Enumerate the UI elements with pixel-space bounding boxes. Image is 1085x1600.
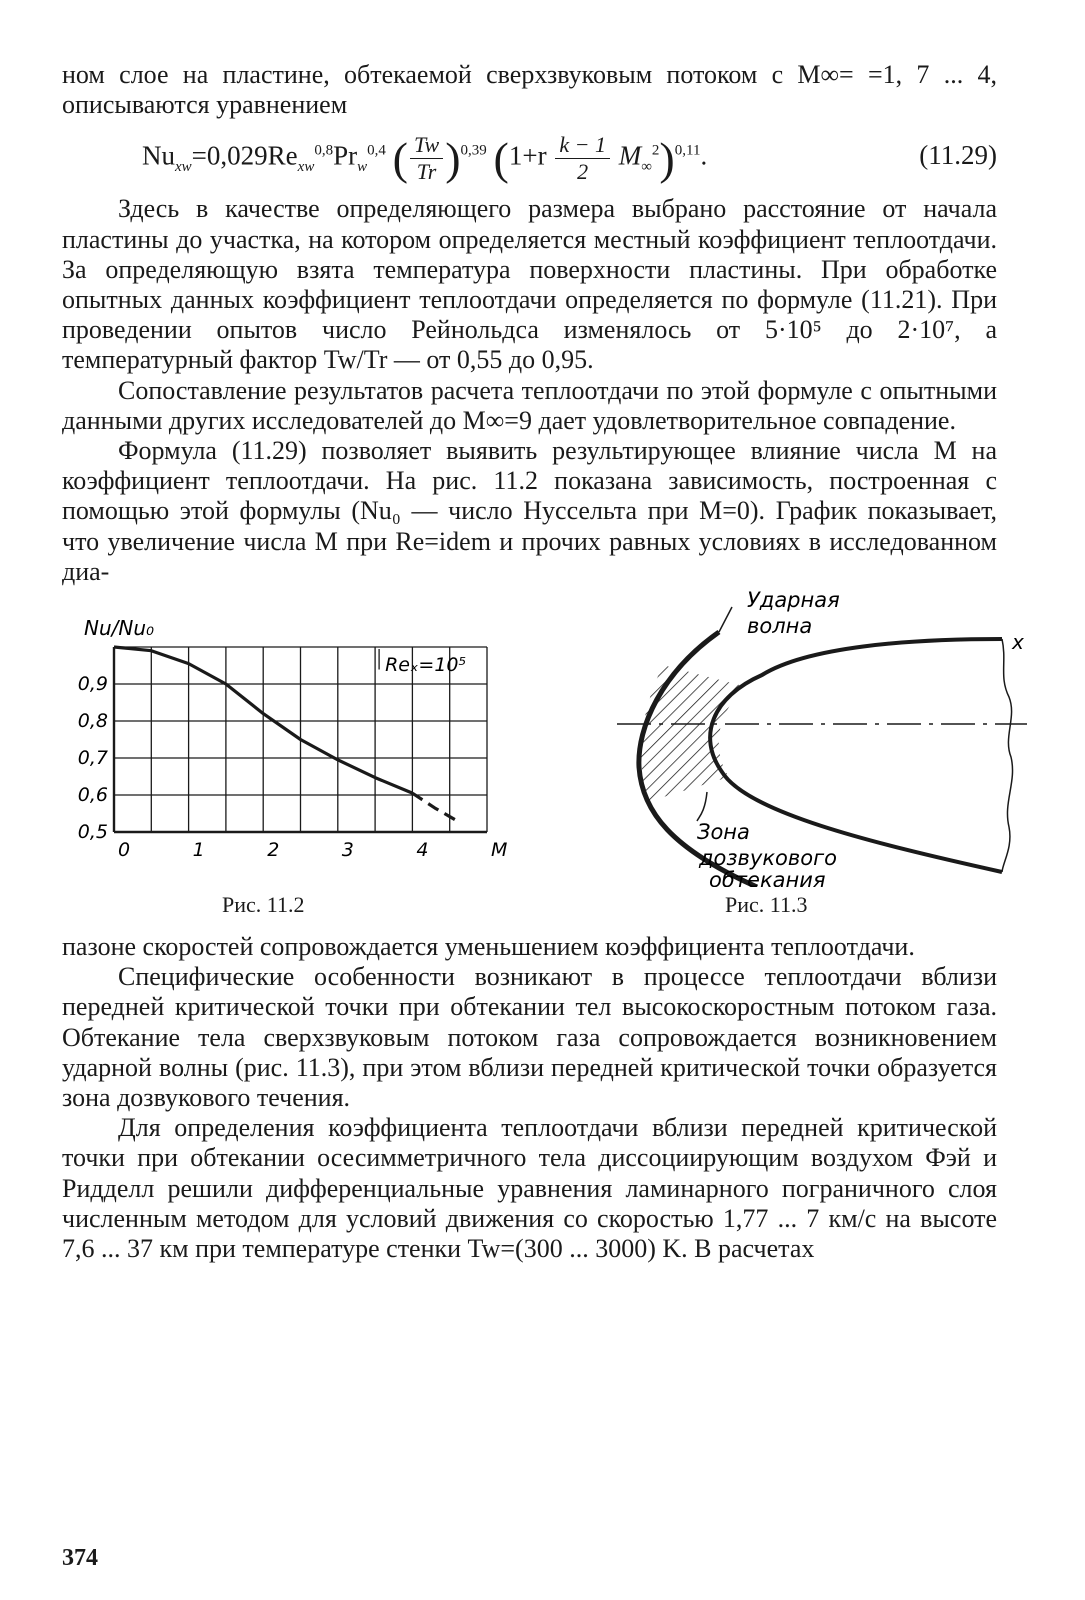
zone-label-1: Зона [697, 820, 750, 845]
zone-label-2: дозвукового [699, 846, 837, 871]
shock-leader-line [719, 607, 732, 632]
paragraph-6: Специфические особенности возникают в процессе теплоотдачи вблизи передней критической точки при обтекании тел высокоскоростным потоком газа. Обтекание тела сверхзвуковым потоком газа сопровождается возникновением ударной волны (рис. 11.3), при этом вблизи передней критической точки образуется зона дозвукового течения. [62, 962, 997, 1113]
zone-label-3: обтекания [709, 868, 826, 888]
paragraph-5: пазоне скоростей сопровождается уменьшением коэффициента теплоотдачи. [62, 932, 915, 962]
x-tick-label: 1 [192, 839, 205, 862]
fraction-k: $\frac{k - 1}{2}$ [555, 132, 610, 185]
paragraph-2: Здесь в качестве определяющего размера выбрано расстояние от начала пластины до участка, на котором определяется местный коэффициент теплоотдачи. За определяющую взята температура поверхности пластины. При обработке опытных данных коэффициент теплоотдачи определяется по формуле (11.21). При проведении опытов число Рейнольдса изменялось от 5·10⁵ до 2·10⁷, а температурный фактор Tw/Tr — от 0,55 до 0,95. [62, 194, 997, 375]
figure-11-3 [607, 587, 1027, 932]
x-axis-label: x [1012, 630, 1024, 655]
zone-leader-line [697, 792, 707, 821]
x-tick-label: M [491, 839, 508, 862]
reynolds-annotation: Reₓ=10⁵ [385, 654, 467, 677]
y-tick-label: 0,8 [77, 710, 108, 733]
page-content [62, 60, 1024, 1264]
y-tick-label: 0,7 [77, 747, 108, 770]
x-tick-label: 2 [267, 839, 280, 862]
y-tick-label: 0,6 [77, 784, 108, 807]
equation-body: $Nu_{xw}=0,029Re_{xw}^{0,8}Pr_w^{0,4}$ ( $\frac{Tw}{Tr}$ )$^{0,39}$ (1+r $\frac{k - 1}{2}$ $M_\infty^2)^{0,11}$. [142, 132, 708, 185]
figure-caption-11-2: Рис. 11.2 [222, 892, 305, 918]
paragraph-4: Формула (11.29) позволяет выявить результирующее влияние числа M на коэффициент теплоотдачи. На рис. 11.2 показана зависимость, построенная с помощью этой формулы (Nu₀ — число Нуссельта при M=0). График показывает, что увеличение числа M при Re=idem и прочих равных условиях в исследованном диа- [62, 436, 997, 586]
shock-label-2: волна [747, 614, 813, 639]
equation-11-29 [62, 120, 997, 194]
shock-wave-diagram [607, 587, 1027, 887]
shock-label-1: Ударная [747, 588, 840, 613]
paragraph-7: Для определения коэффициента теплоотдачи вблизи передней критической точки при обтекании осесимметричного тела диссоциирующим воздухом Фэй и Ридделл решили дифференциальные уравнения ламинарного пограничного слоя численным методом для условий движения со скоростью 1,77 ... 7 км/с на высоте 7,6 ... 37 км при температуре стенки Tw=(300 ... 3000) K. В расчетах [62, 1113, 997, 1264]
equation-number: (11.29) [919, 140, 997, 171]
figure-caption-11-3: Рис. 11.3 [725, 892, 808, 918]
y-tick-label: 0,5 [77, 821, 108, 844]
series-line-dashed [412, 793, 457, 821]
body-break-edge [1002, 639, 1013, 872]
x-tick-label: 0 [118, 839, 131, 862]
page-number: 374 [62, 1545, 98, 1571]
y-axis-title: Nu/Nu₀ [84, 616, 155, 641]
paragraph-1: ном слое на пластине, обтекаемой сверхзвуковым потоком с M∞= =1, 7 ... 4, описываются уравнением [62, 60, 997, 120]
x-tick-label: 4 [416, 839, 429, 862]
fraction-tw-tr: $\frac{Tw}{Tr}$ [410, 132, 443, 185]
paragraph-3: Сопоставление результатов расчета теплоотдачи по этой формуле с опытными данными других исследователей до M∞=9 дает удовлетворительное совпадение. [62, 375, 997, 435]
x-tick-label: 3 [341, 839, 354, 862]
body-contour [710, 639, 1002, 872]
nu-ratio-chart [62, 587, 542, 887]
y-tick-label: 0,9 [77, 673, 108, 696]
figure-11-2 [62, 587, 542, 932]
figures-row [62, 587, 1024, 932]
